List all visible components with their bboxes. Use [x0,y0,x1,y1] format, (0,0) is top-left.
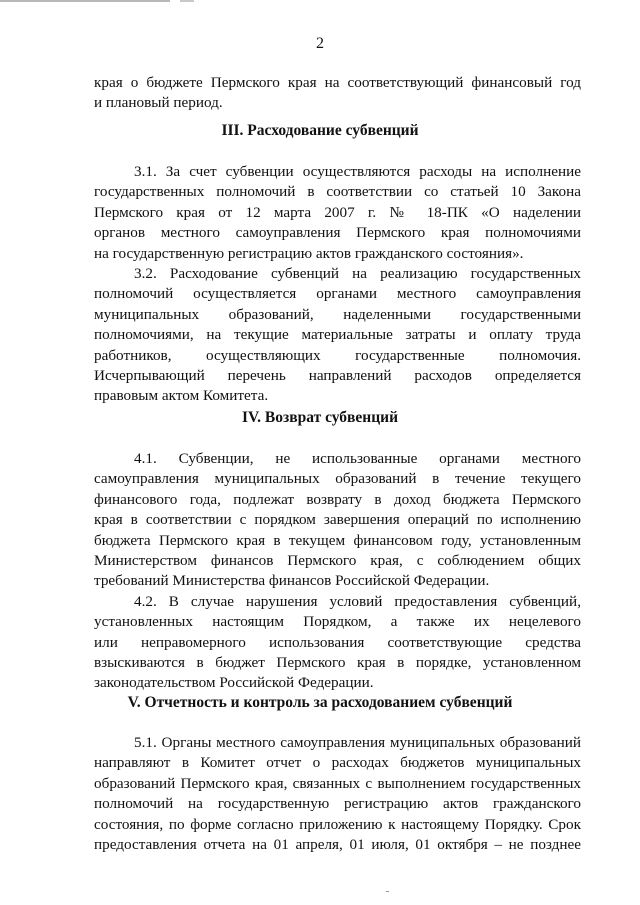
text-line: государственных полномочий в соответствии со статьей 10 Закона [94,183,581,201]
scan-edge-mark [180,0,194,2]
text-line: полномочий на государственную регистрацию актов гражданского [94,795,581,813]
text-line: края о бюджете Пермского края на соответствующий финансовый год [94,74,581,91]
text-line: правовым актом Комитета. [94,387,269,405]
text-line: финансового года, подлежат возврату в доход бюджета Пермского [94,490,581,508]
text-line: работников, осуществляющих государственные полномочия. [94,346,581,364]
section-heading-iii: III. Расходование субвенций [221,122,419,139]
scan-edge-line [0,0,170,2]
section-v-body [94,733,581,855]
text-line: органов местного самоуправления Пермского края полномочиями [94,224,581,242]
section-iii-body [94,162,581,407]
text-line: муниципальных образований, наделенными государственными [94,305,581,323]
text-line: направляют в Комитет отчет о расходах бюджетов муниципальных [94,754,581,772]
text-line: 5.1. Органы местного самоуправления муниципальных образований [134,734,581,751]
text-line: края в соответствии с порядком завершения операций по исполнению [94,511,581,529]
page-number: 2 [316,35,324,52]
section-iv-body [94,449,581,694]
text-line: 3.1. За счет субвенции осуществляются расходы на исполнение [134,163,581,180]
text-line: на государственную регистрацию актов гражданского состояния». [94,244,524,262]
text-line: установленных настоящим Порядком, а также их нецелевого [94,613,581,631]
text-line: Министерством финансов Пермского края, с соблюдением общих [94,551,581,569]
scan-speck [386,891,389,892]
text-line: 4.1. Субвенции, не использованные органами местного [134,450,581,467]
text-line: предоставления отчета на 01 апреля, 01 июля, 01 октября – не позднее [94,835,581,853]
text-line: образований Пермского края, связанных с выполнением государственных [94,774,581,792]
text-line: или неправомерного использования соответствующие средства [94,633,581,651]
text-line: и плановый период. [94,94,223,112]
text-line: Пермского края от 12 марта 2007 г. № 18-ПК «О наделении [94,203,581,221]
section-heading-iv: IV. Возврат субвенций [241,409,399,426]
text-line: взыскиваются в бюджет Пермского края в порядке, установленном [94,653,581,671]
text-line: полномочиями, на текущие материальные затраты и оплату труда [94,326,581,344]
text-line: полномочий осуществляется органами местного самоуправления [94,285,581,303]
text-line: бюджета Пермского края в текущем финансовом году, установленным [94,531,581,549]
section-heading-v: V. Отчетность и контроль за расходованием субвенций [127,694,513,711]
paragraph-intro [94,73,581,114]
text-line: требований Министерства финансов Российской Федерации. [94,572,490,590]
text-line: 3.2. Расходование субвенций на реализацию государственных [134,264,581,282]
text-line: самоуправления муниципальных образований в течение текущего [94,470,581,488]
text-line: 4.2. В случае нарушения условий предоставления субвенций, [134,592,581,610]
text-line: состояния, по форме согласно приложению к настоящему Порядку. Срок [94,815,581,833]
text-line: Исчерпывающий перечень направлений расходов определяется [94,366,581,384]
text-line: законодательством Российской Федерации. [94,674,374,692]
